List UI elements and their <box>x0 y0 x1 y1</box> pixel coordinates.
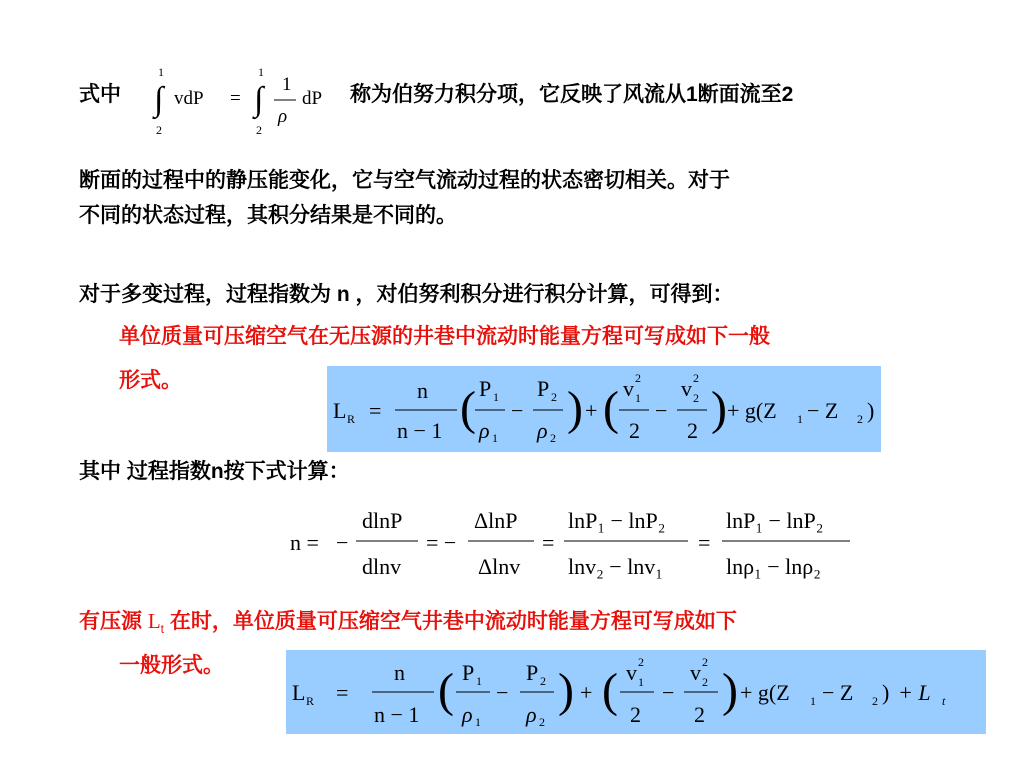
svg-text:1: 1 <box>810 694 816 708</box>
svg-text:(: ( <box>602 664 618 717</box>
svg-text:v: v <box>626 660 637 685</box>
svg-text:1: 1 <box>638 675 644 689</box>
svg-text:2: 2 <box>687 418 698 443</box>
equation1-box <box>327 366 881 452</box>
energy-equation-1 <box>327 366 881 452</box>
eq2-t1-num: dlnP <box>362 508 403 533</box>
eq1-lhs-sub: R <box>347 412 356 426</box>
eq2-t3-num: lnP₁ − lnP₂ <box>568 508 666 533</box>
integral-lower-limit-2: 2 <box>256 123 262 137</box>
svg-text:2: 2 <box>630 702 641 727</box>
svg-text:+: + <box>580 680 593 705</box>
energy-equation-2 <box>286 650 986 734</box>
eq1-P1: P <box>479 376 492 401</box>
eq2-t2-num: ΔlnP <box>474 508 518 533</box>
svg-text:): ) <box>882 680 890 705</box>
fraction-denominator: ρ <box>278 106 288 127</box>
svg-text:P: P <box>526 660 539 685</box>
svg-text:−: − <box>662 680 675 705</box>
para2-red-line2: 形式。 <box>119 369 182 392</box>
eq2-t1-den: dlnv <box>362 554 402 579</box>
svg-text:−: − <box>655 398 668 423</box>
svg-text:(: ( <box>460 382 476 435</box>
svg-text:− Z: − Z <box>822 680 854 705</box>
eq2-lhs: n = <box>290 530 319 555</box>
eq2-t2-den: Δlnv <box>478 554 521 579</box>
svg-text:(: ( <box>603 382 619 435</box>
svg-text:2: 2 <box>539 715 545 729</box>
integral-sign-1: ∫ <box>154 81 164 118</box>
svg-text:−: − <box>336 530 349 555</box>
eq2-t4-num: lnP₁ − lnP₂ <box>726 508 824 533</box>
integrand-right: dP <box>302 88 323 109</box>
svg-text:n: n <box>394 660 405 685</box>
svg-text:2: 2 <box>693 391 699 405</box>
svg-text:2: 2 <box>638 655 644 669</box>
svg-text:R: R <box>306 694 315 708</box>
svg-text:): ) <box>722 664 738 717</box>
integral-lower-limit-1: 2 <box>156 123 162 137</box>
svg-text:2: 2 <box>702 655 708 669</box>
svg-text:2: 2 <box>693 371 699 385</box>
svg-text:2: 2 <box>551 390 557 404</box>
eq2-t4-den: lnρ₁ − lnρ₂ <box>726 554 821 579</box>
svg-text:2: 2 <box>694 702 705 727</box>
eq1-P2: P <box>537 376 550 401</box>
svg-text:t: t <box>942 694 946 708</box>
integral-upper-limit-1: 1 <box>158 65 164 79</box>
svg-text:−: − <box>511 398 524 423</box>
eq1-rho2: ρ <box>537 418 548 443</box>
svg-text:(: ( <box>438 664 454 717</box>
eq1-n-minus-1: n − 1 <box>397 418 443 443</box>
para2-red-line1: 单位质量可压缩空气在无压源的井巷中流动时能量方程可写成如下一般 <box>119 325 770 348</box>
svg-text:2: 2 <box>872 694 878 708</box>
svg-text:2: 2 <box>550 431 556 445</box>
svg-text:n − 1: n − 1 <box>374 702 420 727</box>
eq1-v1: v <box>623 376 634 401</box>
svg-text:): ) <box>711 382 727 435</box>
intro-prefix: 式中 <box>79 83 121 106</box>
svg-text:1: 1 <box>475 715 481 729</box>
para2-line1: 对于多变过程，过程指数为 n ，对伯努利积分进行积分计算，可得到： <box>79 283 734 306</box>
svg-text:v: v <box>690 660 701 685</box>
svg-text:L: L <box>292 680 306 705</box>
polytropic-index-formula <box>288 496 868 592</box>
eq3-extra-term: + L <box>898 680 931 705</box>
svg-text:=: = <box>542 530 555 555</box>
svg-text:=: = <box>698 530 711 555</box>
svg-text:ρ: ρ <box>462 702 473 727</box>
svg-text:1: 1 <box>493 390 499 404</box>
para1-line2: 不同的状态过程，其积分结果是不同的。 <box>79 204 457 227</box>
svg-text:): ) <box>567 382 583 435</box>
equation3-box <box>286 650 986 734</box>
svg-text:= −: = − <box>426 530 457 555</box>
svg-text:+: + <box>585 398 598 423</box>
eq1-v2: v <box>681 376 692 401</box>
equals-sign: = <box>230 88 241 109</box>
intro-text: 称为伯努力积分项，它反映了风流从1断面流至2 <box>350 83 794 106</box>
svg-text:ρ: ρ <box>526 702 537 727</box>
svg-text:2: 2 <box>540 674 546 688</box>
svg-text:−: − <box>496 680 509 705</box>
svg-text:1: 1 <box>476 674 482 688</box>
eq1-gravity-term: + g(Z <box>727 398 777 423</box>
svg-text:2: 2 <box>857 412 863 426</box>
svg-text:P: P <box>462 660 475 685</box>
eq1-rho1: ρ <box>479 418 490 443</box>
svg-text:2: 2 <box>629 418 640 443</box>
para4-red-line2: 一般形式。 <box>119 654 224 677</box>
svg-text:− Z: − Z <box>807 398 839 423</box>
fraction-numerator: 1 <box>282 74 292 95</box>
para3-line: 其中 过程指数n按下式计算： <box>79 460 350 483</box>
eq2-t3-den: lnv₂ − lnv₁ <box>568 554 663 579</box>
eq1-n: n <box>417 378 428 403</box>
svg-text:1: 1 <box>635 391 641 405</box>
integral-sign-2: ∫ <box>254 81 264 118</box>
svg-text:=: = <box>369 398 382 423</box>
eq1-lhs: L <box>333 398 347 423</box>
svg-text:): ) <box>867 398 875 423</box>
svg-text:1: 1 <box>492 431 498 445</box>
bernoulli-integral-formula <box>148 58 338 140</box>
svg-text:2: 2 <box>702 675 708 689</box>
svg-text:): ) <box>558 664 574 717</box>
svg-text:+ g(Z: + g(Z <box>740 680 790 705</box>
svg-text:1: 1 <box>797 412 803 426</box>
integrand-left: vdP <box>174 88 204 109</box>
para4-red-line1: 有压源 $L_t$ 在时，单位质量可压缩空气井巷中流动时能量方程可写成如下 <box>79 609 737 637</box>
svg-text:=: = <box>336 680 349 705</box>
integral-upper-limit-2: 1 <box>258 65 264 79</box>
svg-text:2: 2 <box>635 371 641 385</box>
para1-line1: 断面的过程中的静压能变化，它与空气流动过程的状态密切相关。对于 <box>79 169 730 192</box>
